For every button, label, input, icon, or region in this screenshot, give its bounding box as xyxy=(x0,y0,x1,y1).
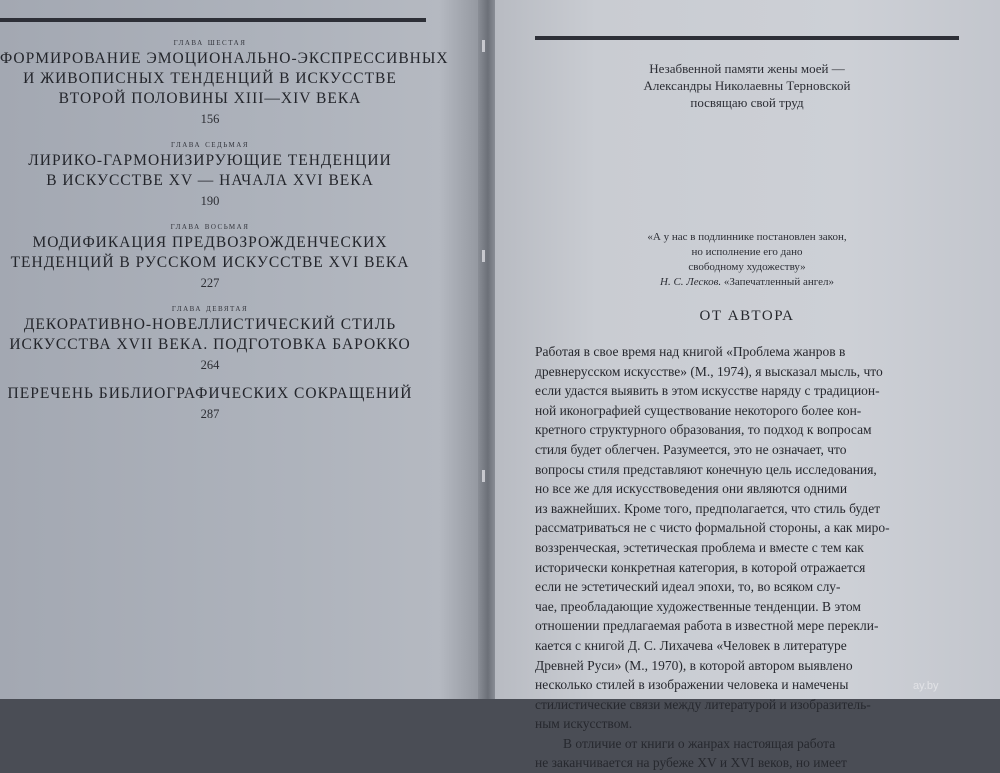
toc-entry xyxy=(0,302,420,374)
binding-stitch xyxy=(482,40,485,52)
body-line: вопросы стиля представляют конечную цель исследования, xyxy=(535,461,877,477)
dedication-line: посвящаю свой труд xyxy=(690,95,804,110)
body-line: чае, преобладающие художественные тенденции. В этом xyxy=(535,598,861,614)
body-line: Работая в свое время над книгой «Проблема жанров в xyxy=(535,344,846,359)
chapter-title-line: МОДИФИКАЦИЯ ПРЕДВОЗРОЖДЕНЧЕСКИХ xyxy=(32,234,388,251)
body-line: но все же для искусствоведения они являются одними xyxy=(535,481,848,497)
chapter-title-line: В ИСКУССТВЕ XV — НАЧАЛА XVI ВЕКА xyxy=(46,172,374,189)
body-line: В отличие от книги о жанрах настоящая работа xyxy=(563,735,836,751)
toc-entry xyxy=(0,138,420,210)
body-line: из важнейших. Кроме того, предполагается, что стиль будет xyxy=(535,500,881,516)
epigraph-work: «Запечатленный ангел» xyxy=(723,276,834,288)
epigraph-line: «А у нас в подлиннике постановлен закон, xyxy=(647,231,847,243)
left-page xyxy=(0,0,488,699)
body-line: если удастся выявить в этом искусстве наряду с традицион- xyxy=(535,383,880,399)
body-line: несколько стилей в изображении человека и намечены xyxy=(535,677,849,693)
page-number: 264 xyxy=(200,358,220,372)
chapter-label: глава шестая xyxy=(173,37,247,48)
toc-entry xyxy=(0,36,449,128)
body-line: воззренческая, эстетическая проблема и вместе с тем как xyxy=(535,539,864,555)
epigraph-source xyxy=(535,275,959,290)
chapter-label: глава девятая xyxy=(171,303,249,314)
chapter-title-line: ТЕНДЕНЦИЙ В РУССКОМ ИСКУССТВЕ XVI ВЕКА xyxy=(10,254,410,271)
epigraph-line: свободному художеству» xyxy=(688,261,806,273)
dedication-line: Незабвенной памяти жены моей — xyxy=(649,61,845,76)
chapter-label: глава восьмая xyxy=(170,221,250,232)
dedication-line: Александры Николаевны Терновской xyxy=(643,78,851,93)
chapter-title-line: ДЕКОРАТИВНО-НОВЕЛЛИСТИЧЕСКИЙ СТИЛЬ xyxy=(23,316,397,333)
top-rule xyxy=(535,36,959,40)
body-line: стилистические связи между литературой и изобразитель- xyxy=(535,696,871,712)
page-number: 227 xyxy=(200,276,220,290)
table-of-contents xyxy=(0,36,449,433)
body-line: ным искусством. xyxy=(535,716,633,732)
page-number: 156 xyxy=(200,112,220,126)
body-line: кретного структурного образования, то подход к вопросам xyxy=(535,422,872,438)
top-rule xyxy=(0,18,426,22)
epigraph-author: Н. С. Лесков. xyxy=(660,276,722,288)
binding-stitch xyxy=(482,470,485,482)
body-line: Древней Руси» (М., 1970), в которой автором выявлено xyxy=(535,657,853,673)
body-line: не заканчивается на рубеже XV и XVI веков, но имеет xyxy=(535,755,847,771)
watermark: ay.by xyxy=(913,680,939,692)
binding-stitch xyxy=(482,250,485,262)
page-number: 190 xyxy=(200,194,220,208)
chapter-title-line: ЛИРИКО-ГАРМОНИЗИРУЮЩИЕ ТЕНДЕНЦИИ xyxy=(28,152,392,169)
toc-entry xyxy=(0,384,420,423)
body-line: древнерусском искусстве» (М., 1974), я высказал мысль, что xyxy=(535,363,883,379)
body-line: если не эстетический идеал эпохи, то, во всяком слу- xyxy=(535,579,841,595)
epigraph xyxy=(535,230,959,290)
body-line: отношении предлагаемая работа в известной мере перекли- xyxy=(535,618,879,634)
body-line: рассматриваться не с чисто формальной стороны, а как миро- xyxy=(535,520,890,536)
chapter-title-line: ВТОРОЙ ПОЛОВИНЫ XIII—XIV ВЕКА xyxy=(58,90,362,107)
body-line: ной иконографией существование некоторого более кон- xyxy=(535,402,862,418)
epigraph-line: но исполнение его дано xyxy=(691,246,803,258)
chapter-title-line: ПЕРЕЧЕНЬ БИБЛИОГРАФИЧЕСКИХ СОКРАЩЕНИЙ xyxy=(7,385,413,402)
chapter-title-line: ФОРМИРОВАНИЕ ЭМОЦИОНАЛЬНО-ЭКСПРЕССИВНЫХ xyxy=(0,50,449,67)
body-line: кается с книгой Д. С. Лихачева «Человек в литературе xyxy=(535,637,847,653)
body-line: стиля будет облегчен. Разумеется, это не означает, что xyxy=(535,441,847,457)
chapter-title-line: И ЖИВОПИСНЫХ ТЕНДЕНЦИЙ В ИСКУССТВЕ xyxy=(23,70,397,87)
body-line: исторически конкретная категория, в которой отражается xyxy=(535,559,866,575)
chapter-title-line: ИСКУССТВА XVII ВЕКА. ПОДГОТОВКА БАРОККО xyxy=(9,336,411,353)
body-text xyxy=(535,342,959,773)
page-number: 287 xyxy=(200,407,220,421)
chapter-label: глава седьмая xyxy=(170,139,249,150)
section-heading: ОТ АВТОРА xyxy=(699,308,795,324)
right-page xyxy=(495,0,1000,771)
toc-entry xyxy=(0,220,420,292)
dedication xyxy=(535,60,959,111)
